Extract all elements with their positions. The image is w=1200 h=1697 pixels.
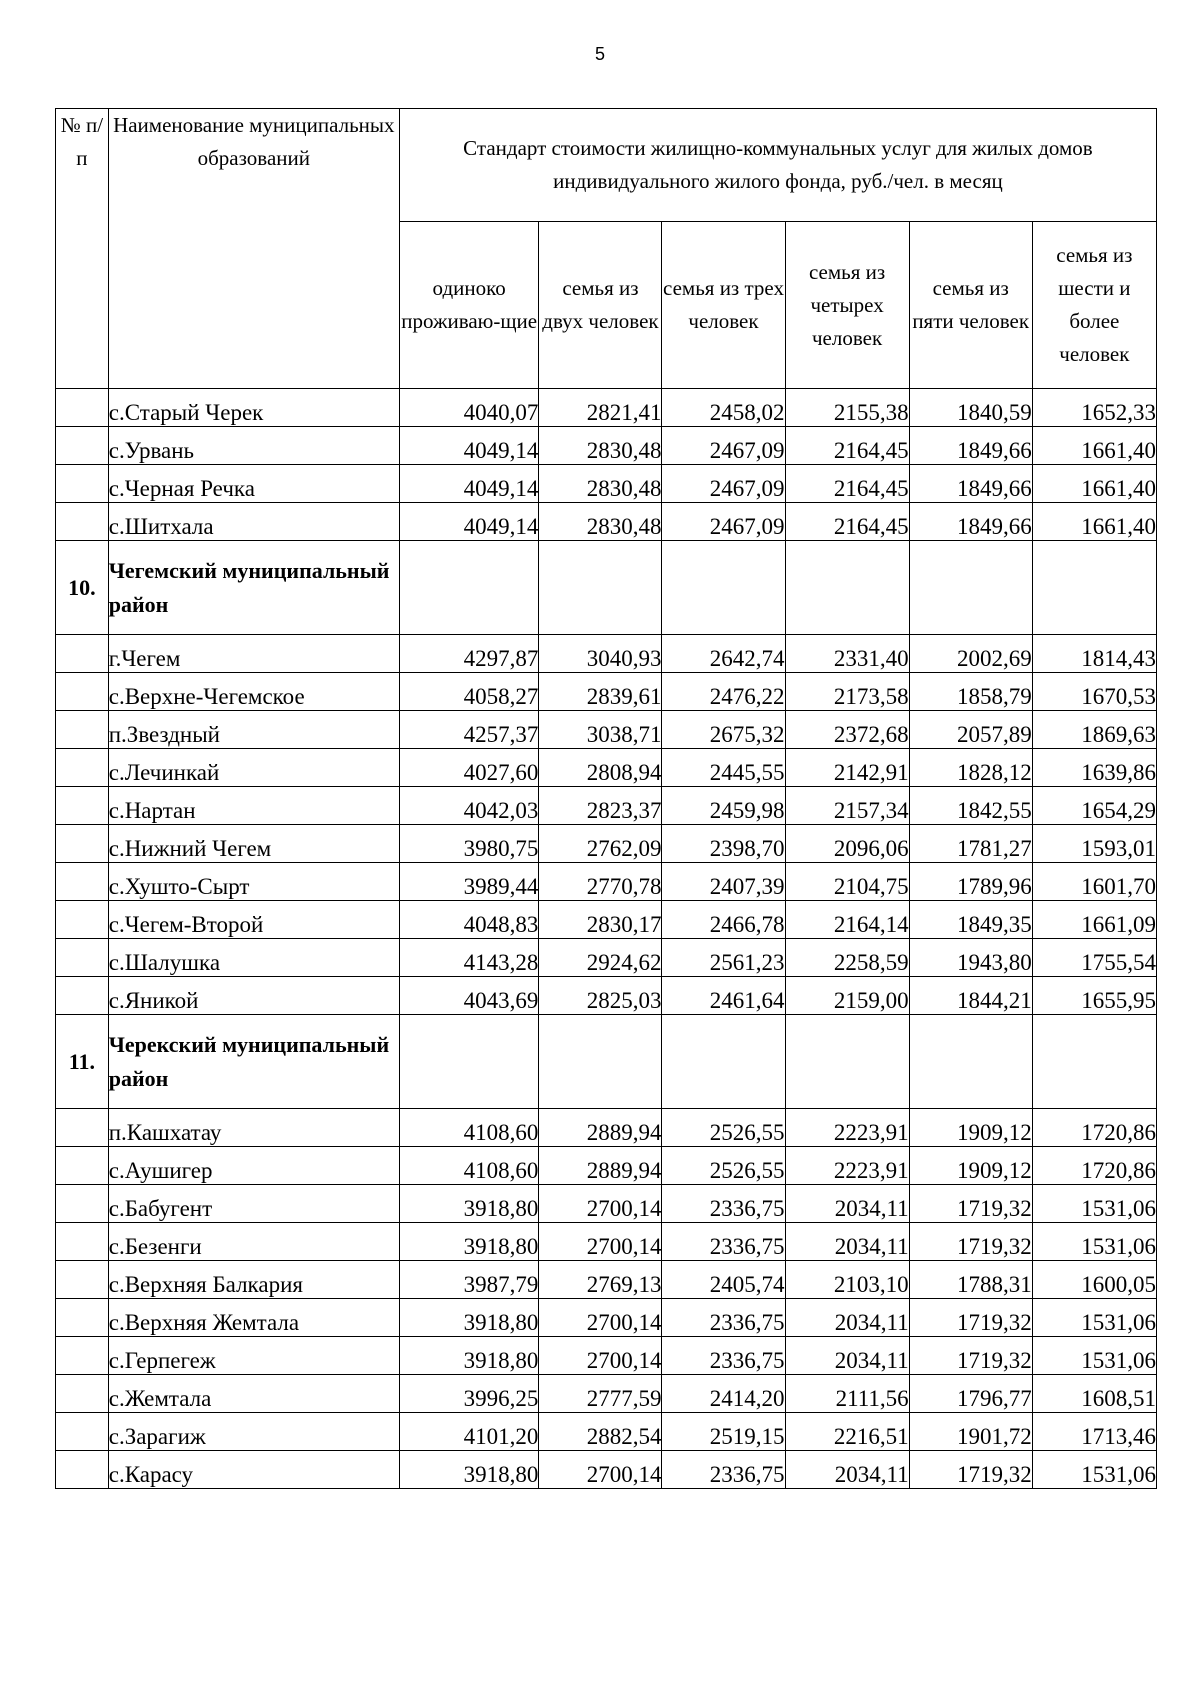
table-row — [56, 1223, 1157, 1261]
value-cell: 2839,61 — [539, 673, 662, 711]
row-number — [56, 673, 109, 711]
value-cell: 2336,75 — [662, 1299, 785, 1337]
municipality-name: с.Герпегеж — [108, 1337, 399, 1375]
value-cell: 4101,20 — [399, 1413, 539, 1451]
value-cell: 2924,62 — [539, 939, 662, 977]
empty-cell — [785, 541, 909, 635]
value-cell: 1844,21 — [909, 977, 1032, 1015]
row-number — [56, 825, 109, 863]
value-cell: 2164,45 — [785, 465, 909, 503]
table-row — [56, 901, 1157, 939]
row-number — [56, 939, 109, 977]
value-cell: 1858,79 — [909, 673, 1032, 711]
municipality-name: с.Черная Речка — [108, 465, 399, 503]
value-cell: 1719,32 — [909, 1185, 1032, 1223]
value-cell: 2882,54 — [539, 1413, 662, 1451]
value-cell: 1788,31 — [909, 1261, 1032, 1299]
value-cell: 4143,28 — [399, 939, 539, 977]
value-cell: 2414,20 — [662, 1375, 785, 1413]
value-cell: 1639,86 — [1032, 749, 1156, 787]
municipality-name: с.Аушигер — [108, 1147, 399, 1185]
value-cell: 2762,09 — [539, 825, 662, 863]
municipality-name: с.Шалушка — [108, 939, 399, 977]
header-col-family-5: семья из пяти человек — [909, 222, 1032, 389]
value-cell: 1661,09 — [1032, 901, 1156, 939]
municipality-name: с.Верхне-Чегемское — [108, 673, 399, 711]
header-col-family-6: семья из шести и более человек — [1032, 222, 1156, 389]
municipality-name: с.Жемтала — [108, 1375, 399, 1413]
table-row — [56, 825, 1157, 863]
value-cell: 2407,39 — [662, 863, 785, 901]
value-cell: 2336,75 — [662, 1337, 785, 1375]
value-cell: 2700,14 — [539, 1185, 662, 1223]
value-cell: 2476,22 — [662, 673, 785, 711]
table-row — [56, 1299, 1157, 1337]
value-cell: 1531,06 — [1032, 1451, 1156, 1489]
value-cell: 1796,77 — [909, 1375, 1032, 1413]
value-cell: 4257,37 — [399, 711, 539, 749]
table-row — [56, 673, 1157, 711]
value-cell: 2157,34 — [785, 787, 909, 825]
value-cell: 4043,69 — [399, 977, 539, 1015]
value-cell: 2823,37 — [539, 787, 662, 825]
empty-cell — [1032, 1015, 1156, 1109]
header-cost-standard: Стандарт стоимости жилищно-коммунальных услуг для жилых домов индивидуального жилого фонда, руб./чел. в месяц — [399, 109, 1156, 222]
value-cell: 2821,41 — [539, 389, 662, 427]
value-cell: 2777,59 — [539, 1375, 662, 1413]
value-cell: 3989,44 — [399, 863, 539, 901]
value-cell: 4049,14 — [399, 465, 539, 503]
table-row — [56, 977, 1157, 1015]
section-name: Чегемский муниципальный район — [108, 541, 399, 635]
value-cell: 1814,43 — [1032, 635, 1156, 673]
value-cell: 1601,70 — [1032, 863, 1156, 901]
value-cell: 2561,23 — [662, 939, 785, 977]
value-cell: 2700,14 — [539, 1299, 662, 1337]
value-cell: 2459,98 — [662, 787, 785, 825]
value-cell: 2173,58 — [785, 673, 909, 711]
value-cell: 2034,11 — [785, 1299, 909, 1337]
value-cell: 1655,95 — [1032, 977, 1156, 1015]
value-cell: 2104,75 — [785, 863, 909, 901]
table-row — [56, 1147, 1157, 1185]
value-cell: 1781,27 — [909, 825, 1032, 863]
value-cell: 2461,64 — [662, 977, 785, 1015]
section-number: 10. — [56, 541, 109, 635]
header-col-family-2: семья из двух человек — [539, 222, 662, 389]
value-cell: 2336,75 — [662, 1185, 785, 1223]
value-cell: 2034,11 — [785, 1451, 909, 1489]
value-cell: 1713,46 — [1032, 1413, 1156, 1451]
value-cell: 1531,06 — [1032, 1299, 1156, 1337]
value-cell: 1531,06 — [1032, 1337, 1156, 1375]
value-cell: 1719,32 — [909, 1223, 1032, 1261]
municipality-name: с.Бабугент — [108, 1185, 399, 1223]
row-number — [56, 635, 109, 673]
table-row — [56, 503, 1157, 541]
row-number — [56, 863, 109, 901]
value-cell: 2111,56 — [785, 1375, 909, 1413]
value-cell: 2769,13 — [539, 1261, 662, 1299]
value-cell: 2458,02 — [662, 389, 785, 427]
row-number — [56, 1413, 109, 1451]
empty-cell — [1032, 541, 1156, 635]
row-number — [56, 503, 109, 541]
value-cell: 3980,75 — [399, 825, 539, 863]
value-cell: 1909,12 — [909, 1109, 1032, 1147]
row-number — [56, 1375, 109, 1413]
value-cell: 1943,80 — [909, 939, 1032, 977]
municipality-name: с.Старый Черек — [108, 389, 399, 427]
value-cell: 1661,40 — [1032, 465, 1156, 503]
value-cell: 1849,66 — [909, 427, 1032, 465]
row-number — [56, 1299, 109, 1337]
value-cell: 3040,93 — [539, 635, 662, 673]
value-cell: 1654,29 — [1032, 787, 1156, 825]
value-cell: 2372,68 — [785, 711, 909, 749]
value-cell: 1828,12 — [909, 749, 1032, 787]
value-cell: 1842,55 — [909, 787, 1032, 825]
header-col-single: одиноко проживаю-щие — [399, 222, 539, 389]
table-row — [56, 863, 1157, 901]
table-row — [56, 389, 1157, 427]
value-cell: 3038,71 — [539, 711, 662, 749]
row-number — [56, 711, 109, 749]
value-cell: 2096,06 — [785, 825, 909, 863]
value-cell: 2808,94 — [539, 749, 662, 787]
municipality-name: с.Зарагиж — [108, 1413, 399, 1451]
value-cell: 1670,53 — [1032, 673, 1156, 711]
empty-cell — [539, 1015, 662, 1109]
value-cell: 2466,78 — [662, 901, 785, 939]
page-number: 5 — [594, 44, 605, 64]
empty-cell — [909, 541, 1032, 635]
value-cell: 1869,63 — [1032, 711, 1156, 749]
row-number — [56, 1261, 109, 1299]
row-number — [56, 389, 109, 427]
value-cell: 2336,75 — [662, 1451, 785, 1489]
value-cell: 2034,11 — [785, 1337, 909, 1375]
table-row — [56, 1261, 1157, 1299]
value-cell: 1531,06 — [1032, 1223, 1156, 1261]
empty-cell — [662, 1015, 785, 1109]
value-cell: 2331,40 — [785, 635, 909, 673]
table-row — [56, 939, 1157, 977]
table-row — [56, 749, 1157, 787]
value-cell: 4042,03 — [399, 787, 539, 825]
value-cell: 2830,48 — [539, 427, 662, 465]
value-cell: 2770,78 — [539, 863, 662, 901]
value-cell: 2216,51 — [785, 1413, 909, 1451]
section-row — [56, 1015, 1157, 1109]
row-number — [56, 1223, 109, 1261]
table-row — [56, 635, 1157, 673]
value-cell: 1661,40 — [1032, 427, 1156, 465]
row-number — [56, 749, 109, 787]
value-cell: 2467,09 — [662, 465, 785, 503]
value-cell: 1789,96 — [909, 863, 1032, 901]
table-row — [56, 787, 1157, 825]
value-cell: 1849,66 — [909, 503, 1032, 541]
value-cell: 2889,94 — [539, 1109, 662, 1147]
municipality-name: с.Карасу — [108, 1451, 399, 1489]
value-cell: 2258,59 — [785, 939, 909, 977]
value-cell: 2642,74 — [662, 635, 785, 673]
row-number — [56, 1147, 109, 1185]
value-cell: 1719,32 — [909, 1337, 1032, 1375]
value-cell: 1593,01 — [1032, 825, 1156, 863]
value-cell: 2223,91 — [785, 1147, 909, 1185]
municipality-name: с.Урвань — [108, 427, 399, 465]
section-name: Черекский муниципальный район — [108, 1015, 399, 1109]
value-cell: 1849,35 — [909, 901, 1032, 939]
empty-cell — [785, 1015, 909, 1109]
value-cell: 2519,15 — [662, 1413, 785, 1451]
section-row — [56, 541, 1157, 635]
value-cell: 2142,91 — [785, 749, 909, 787]
value-cell: 2398,70 — [662, 825, 785, 863]
row-number — [56, 787, 109, 825]
municipality-name: с.Верхняя Жемтала — [108, 1299, 399, 1337]
value-cell: 2164,14 — [785, 901, 909, 939]
value-cell: 3918,80 — [399, 1337, 539, 1375]
empty-cell — [399, 541, 539, 635]
value-cell: 2467,09 — [662, 503, 785, 541]
municipality-name: с.Верхняя Балкария — [108, 1261, 399, 1299]
value-cell: 2336,75 — [662, 1223, 785, 1261]
header-municipality: Наименование муниципальных образований — [108, 109, 399, 389]
empty-cell — [539, 541, 662, 635]
empty-cell — [909, 1015, 1032, 1109]
value-cell: 2002,69 — [909, 635, 1032, 673]
municipality-name: с.Нартан — [108, 787, 399, 825]
row-number — [56, 1109, 109, 1147]
value-cell: 2405,74 — [662, 1261, 785, 1299]
value-cell: 1719,32 — [909, 1299, 1032, 1337]
municipality-name: г.Чегем — [108, 635, 399, 673]
value-cell: 4108,60 — [399, 1147, 539, 1185]
empty-cell — [399, 1015, 539, 1109]
value-cell: 2103,10 — [785, 1261, 909, 1299]
value-cell: 3987,79 — [399, 1261, 539, 1299]
table-row — [56, 465, 1157, 503]
header-col-family-3: семья из трех человек — [662, 222, 785, 389]
municipality-name: с.Безенги — [108, 1223, 399, 1261]
table-body — [56, 389, 1157, 1489]
value-cell: 2675,32 — [662, 711, 785, 749]
municipality-name: с.Лечинкай — [108, 749, 399, 787]
table-row — [56, 1451, 1157, 1489]
value-cell: 4040,07 — [399, 389, 539, 427]
value-cell: 2159,00 — [785, 977, 909, 1015]
value-cell: 4297,87 — [399, 635, 539, 673]
value-cell: 1600,05 — [1032, 1261, 1156, 1299]
value-cell: 2155,38 — [785, 389, 909, 427]
table-row — [56, 1337, 1157, 1375]
empty-cell — [662, 541, 785, 635]
value-cell: 3918,80 — [399, 1185, 539, 1223]
value-cell: 1755,54 — [1032, 939, 1156, 977]
cost-standard-table — [55, 108, 1157, 1489]
municipality-name: п.Звездный — [108, 711, 399, 749]
table-row — [56, 1185, 1157, 1223]
value-cell: 1909,12 — [909, 1147, 1032, 1185]
table-row — [56, 1109, 1157, 1147]
municipality-name: с.Шитхала — [108, 503, 399, 541]
header-number: № п/п — [56, 109, 109, 389]
row-number — [56, 901, 109, 939]
value-cell: 2467,09 — [662, 427, 785, 465]
value-cell: 4048,83 — [399, 901, 539, 939]
value-cell: 1720,86 — [1032, 1109, 1156, 1147]
value-cell: 1719,32 — [909, 1451, 1032, 1489]
value-cell: 2445,55 — [662, 749, 785, 787]
value-cell: 3918,80 — [399, 1451, 539, 1489]
value-cell: 2700,14 — [539, 1337, 662, 1375]
value-cell: 1849,66 — [909, 465, 1032, 503]
row-number — [56, 465, 109, 503]
value-cell: 2034,11 — [785, 1223, 909, 1261]
value-cell: 4058,27 — [399, 673, 539, 711]
municipality-name: п.Кашхатау — [108, 1109, 399, 1147]
value-cell: 2526,55 — [662, 1147, 785, 1185]
section-number: 11. — [56, 1015, 109, 1109]
value-cell: 1661,40 — [1032, 503, 1156, 541]
value-cell: 1901,72 — [909, 1413, 1032, 1451]
value-cell: 3996,25 — [399, 1375, 539, 1413]
value-cell: 4108,60 — [399, 1109, 539, 1147]
value-cell: 2830,48 — [539, 465, 662, 503]
value-cell: 4049,14 — [399, 503, 539, 541]
value-cell: 2700,14 — [539, 1451, 662, 1489]
value-cell: 1652,33 — [1032, 389, 1156, 427]
row-number — [56, 1451, 109, 1489]
municipality-name: с.Яникой — [108, 977, 399, 1015]
municipality-name: с.Чегем-Второй — [108, 901, 399, 939]
value-cell: 2164,45 — [785, 427, 909, 465]
value-cell: 2889,94 — [539, 1147, 662, 1185]
table-row — [56, 1413, 1157, 1451]
value-cell: 2223,91 — [785, 1109, 909, 1147]
row-number — [56, 1185, 109, 1223]
header-col-family-4: семья из четырех человек — [785, 222, 909, 389]
value-cell: 2526,55 — [662, 1109, 785, 1147]
table-row — [56, 427, 1157, 465]
value-cell: 4027,60 — [399, 749, 539, 787]
value-cell: 1720,86 — [1032, 1147, 1156, 1185]
value-cell: 2700,14 — [539, 1223, 662, 1261]
table-row — [56, 711, 1157, 749]
value-cell: 3918,80 — [399, 1299, 539, 1337]
value-cell: 2830,17 — [539, 901, 662, 939]
value-cell: 2034,11 — [785, 1185, 909, 1223]
table-row — [56, 1375, 1157, 1413]
value-cell: 2164,45 — [785, 503, 909, 541]
municipality-name: с.Нижний Чегем — [108, 825, 399, 863]
row-number — [56, 977, 109, 1015]
value-cell: 2830,48 — [539, 503, 662, 541]
municipality-name: с.Хушто-Сырт — [108, 863, 399, 901]
row-number — [56, 1337, 109, 1375]
value-cell: 1608,51 — [1032, 1375, 1156, 1413]
value-cell: 1531,06 — [1032, 1185, 1156, 1223]
row-number — [56, 427, 109, 465]
value-cell: 2825,03 — [539, 977, 662, 1015]
value-cell: 4049,14 — [399, 427, 539, 465]
value-cell: 3918,80 — [399, 1223, 539, 1261]
value-cell: 1840,59 — [909, 389, 1032, 427]
value-cell: 2057,89 — [909, 711, 1032, 749]
